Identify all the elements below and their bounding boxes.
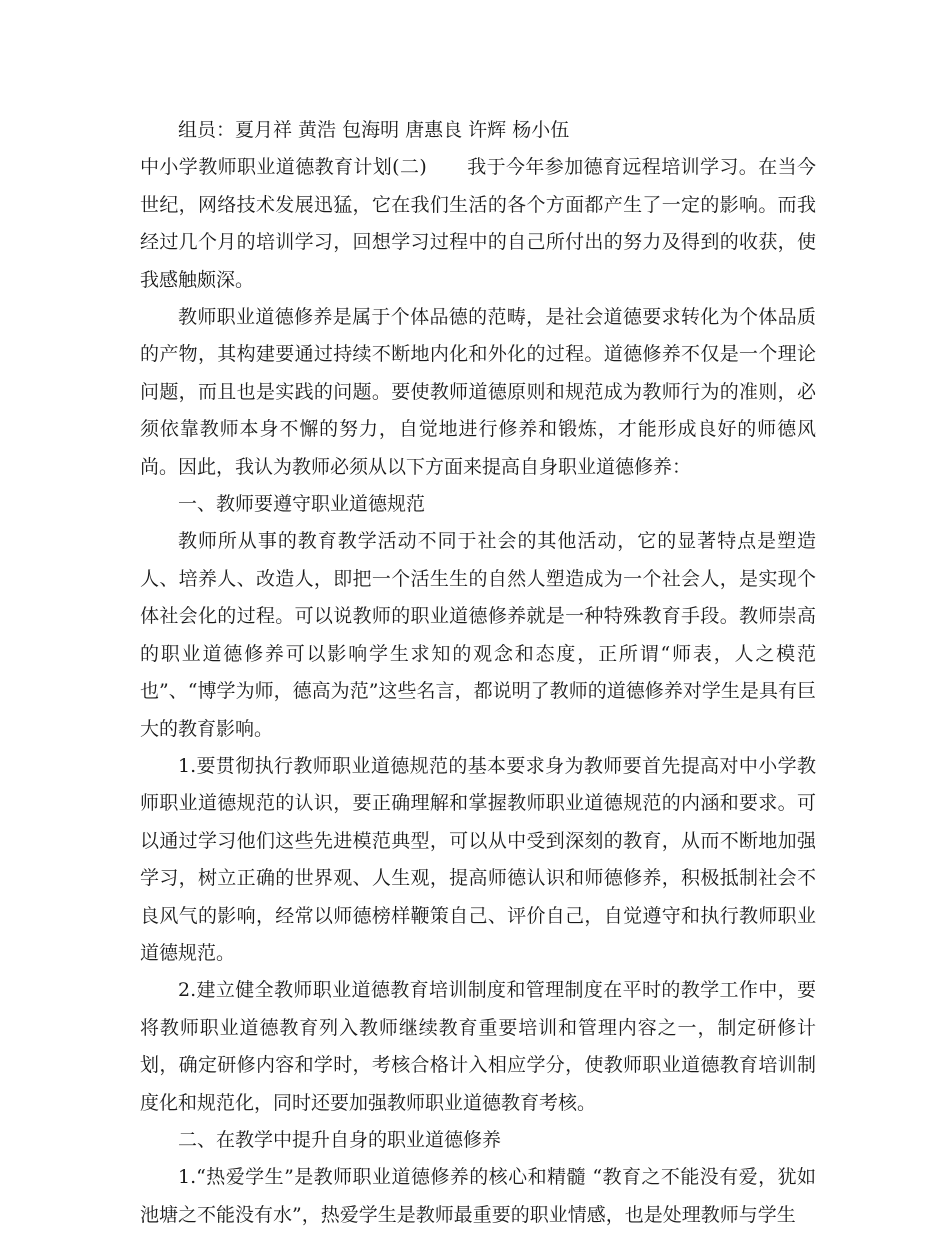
paragraph-teaching-activities: 教师所从事的教育教学活动不同于社会的其他活动，它的显著特点是塑造人、培养人、改造人，即把一个活生生的自然人塑造成为一个社会人，是实现个体社会化的过程。可以说教师的职业道德修养就是一种特殊教育手段。教师崇高的职业道德修养可以影响学生求知的观念和态度，正所谓“师表，人之模范也”、“博学为师，德高为范”这些名言，都说明了教师的道德修养对学生是具有巨大的教育影响。 [140,530,816,740]
section-heading-one: 一、教师要遵守职业道德规范 [178,493,426,516]
document-body [140,112,816,1234]
intro-text: 我于今年参加德育远程培训学习。在当今世纪，网络技术发展迅猛，它在我们生活的各个方面都产生了一定的影响。而我经过几个月的培训学习，回想学习过程中的自己所付出的努力及得到的收获，使我感触颇深。 [140,156,816,291]
document-title: 中小学教师职业道德教育计划(二) [140,156,427,179]
section-heading-two: 二、在教学中提升自身的职业道德修养 [178,1128,502,1151]
paragraph-love-students: 1.“热爱学生”是教师职业道德修养的核心和精髓 “教育之不能没有爱，犹如池塘之不能没有水”，热爱学生是教师最重要的职业情感，也是处理教师与学生 [140,1166,816,1226]
title-and-intro-paragraph [140,149,816,299]
paragraph-item-1-norms: 1.要贯彻执行教师职业道德规范的基本要求身为教师要首先提高对中小学教师职业道德规范的认识，要正确理解和掌握教师职业道德规范的内涵和要求。可以通过学习他们这些先进模范典型，可以从中受到深刻的教育，从而不断地加强学习，树立正确的世界观、人生观，提高师德认识和师德修养，积极抵制社会不良风气的影响，经常以师德榜样鞭策自己、评价自己，自觉遵守和执行教师职业道德规范。 [140,754,816,964]
paragraph-moral-cultivation: 教师职业道德修养是属于个体品德的范畴，是社会道德要求转化为个体品质的产物，其构建要通过持续不断地内化和外化的过程。道德修养不仅是一个理论问题，而且也是实践的问题。要使教师道德原则和规范成为教师行为的准则，必须依靠教师本身不懈的努力，自觉地进行修养和锻炼，才能形成良好的师德风尚。因此，我认为教师必须从以下方面来提高自身职业道德修养： [140,306,816,478]
paragraph-item-2-training: 2.建立健全教师职业道德教育培训制度和管理制度在平时的教学工作中，要将教师职业道德教育列入教师继续教育重要培训和管理内容之一，制定研修计划，确定研修内容和学时，考核合格计入相应学分，使教师职业道德教育培训制度化和规范化，同时还要加强教师职业道德教育考核。 [140,979,816,1114]
members-line: 组员：夏月祥 黄浩 包海明 唐惠良 许辉 杨小伍 [178,119,570,141]
